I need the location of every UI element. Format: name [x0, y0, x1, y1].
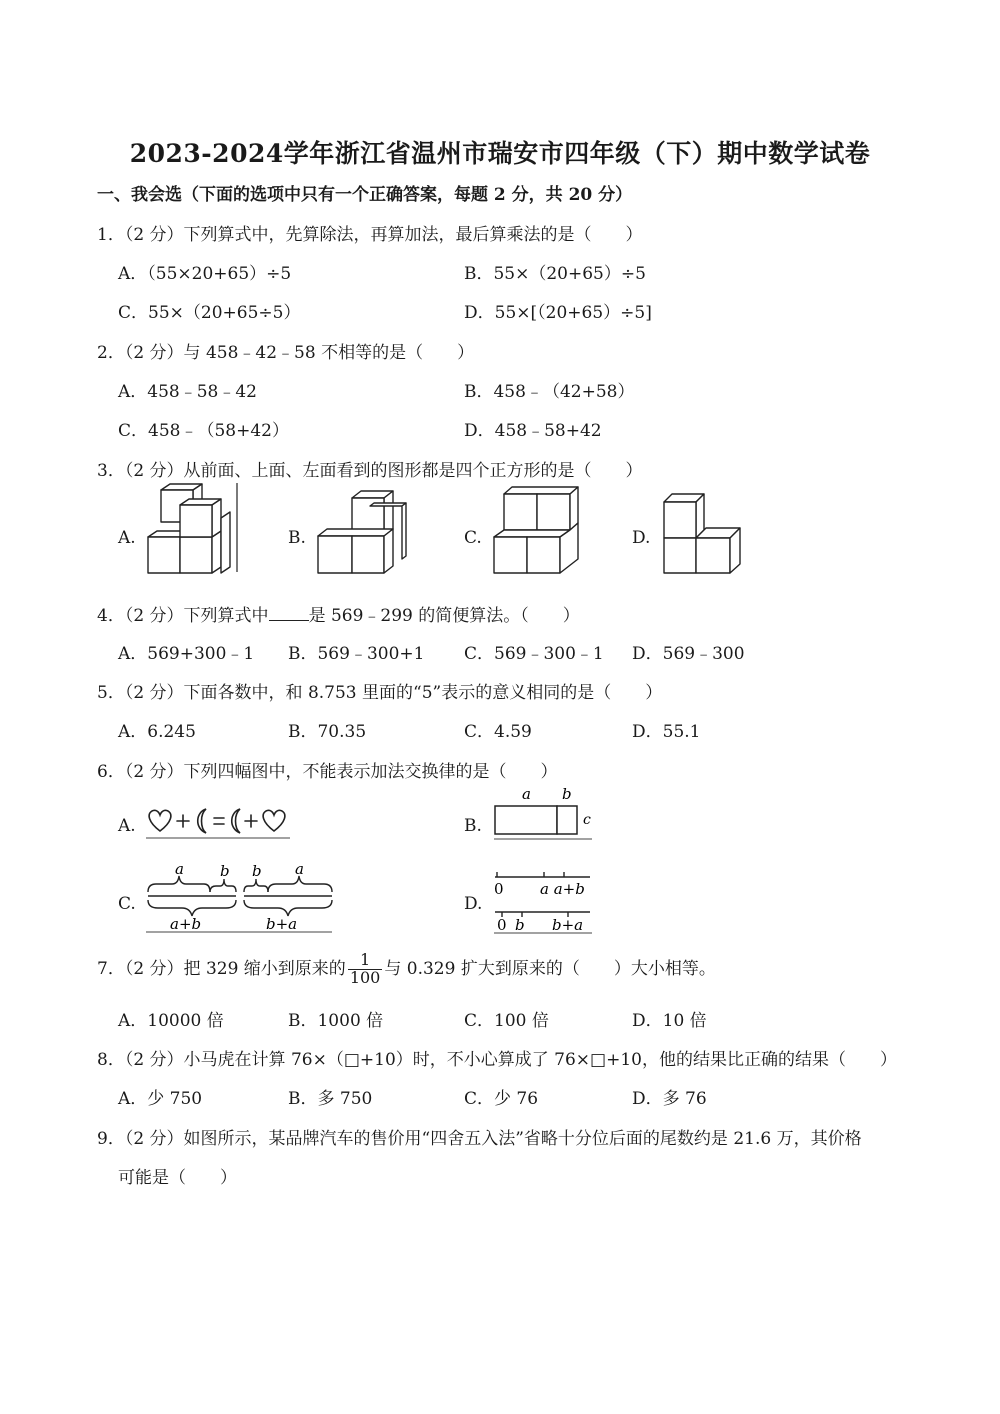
- label-b-plus-a: b+a: [266, 915, 298, 933]
- question-number: 8．: [97, 1050, 125, 1070]
- q5-option-a[interactable]: A．6.245: [118, 722, 196, 742]
- question-text: （2 分）从前面、上面、左面看到的图形都是四个正方形的是（ ）: [124, 461, 643, 481]
- heart-icon: [149, 810, 171, 831]
- q7-option-b[interactable]: B．1000 倍: [288, 1011, 384, 1031]
- q1-option-b[interactable]: B．55×（20+65）÷5: [464, 264, 646, 284]
- cube-figure-a: [146, 482, 242, 576]
- question-3: [97, 456, 643, 481]
- label-a: a: [175, 862, 184, 878]
- q2-option-a[interactable]: A．458﹣58﹣42: [118, 382, 257, 402]
- label-a: a: [522, 785, 531, 803]
- question-text: （2 分）下列算式中: [124, 606, 269, 626]
- label-b: b: [515, 916, 525, 934]
- cube-figure-c: [492, 484, 588, 576]
- question-text-cont: 是 569﹣299 的简便算法。（ ）: [308, 606, 580, 626]
- question-text: （2 分）小马虎在计算 76×（□+10）时，不小心算成了 76×□+10，他的结果比正确的结果（ ）: [124, 1050, 897, 1070]
- question-number: 7．: [97, 958, 125, 979]
- heart-icon: [263, 810, 285, 831]
- question-text: （2 分）下列四幅图中，不能表示加法交换律的是（ ）: [124, 762, 558, 782]
- question-text-cont: 与 0.329 扩大到原来的（ ）大小相等。: [384, 958, 716, 979]
- plus-icon: [245, 815, 257, 827]
- question-9-cont: 可能是（ ）: [118, 1168, 237, 1188]
- q1-option-d[interactable]: D．55×[（20+65）÷5]: [464, 303, 652, 323]
- q5-option-b[interactable]: B．70.35: [288, 722, 367, 742]
- q3-option-c[interactable]: C.: [464, 528, 482, 548]
- question-8: [97, 1045, 897, 1070]
- label-b-plus-a: b+a: [552, 916, 584, 934]
- label-c: c: [583, 812, 591, 828]
- question-text: （2 分）把 329 缩小到原来的: [124, 958, 346, 979]
- label-zero: 0: [494, 880, 504, 898]
- rectangle-figure: [492, 784, 600, 842]
- question-text: （2 分）与 458﹣42﹣58 不相等的是（ ）: [124, 343, 475, 363]
- question-number: 4．: [97, 606, 125, 626]
- q5-option-c[interactable]: C．4.59: [464, 722, 532, 742]
- q8-option-b[interactable]: B．多 750: [288, 1089, 373, 1109]
- question-number: 9．: [97, 1129, 125, 1149]
- answer-blank[interactable]: [269, 606, 309, 621]
- label-a: a: [295, 862, 304, 878]
- plus-icon: [177, 815, 189, 827]
- question-text: （2 分）下面各数中，和 8.753 里面的“5”表示的意义相同的是（ ）: [124, 683, 663, 703]
- q3-option-a[interactable]: A.: [118, 528, 136, 548]
- moon-icon: [198, 809, 206, 833]
- q2-option-c[interactable]: C．458﹣（58+42）: [118, 421, 289, 441]
- q3-option-b[interactable]: B.: [288, 528, 306, 548]
- question-6: [97, 757, 558, 782]
- q3-option-d[interactable]: D.: [632, 528, 651, 548]
- question-5: [97, 678, 662, 703]
- label-b: b: [220, 862, 230, 880]
- q7-option-c[interactable]: C．100 倍: [464, 1011, 549, 1031]
- q5-option-d[interactable]: D．55.1: [632, 722, 701, 742]
- question-number: 2．: [97, 343, 125, 363]
- q8-option-d[interactable]: D．多 76: [632, 1089, 707, 1109]
- q8-option-a[interactable]: A．少 750: [118, 1089, 203, 1109]
- cube-figure-b: [316, 484, 412, 576]
- label-b: b: [252, 862, 262, 880]
- q6-option-b[interactable]: B.: [464, 816, 482, 836]
- number-line-figure: [492, 866, 594, 934]
- question-1: [97, 220, 643, 245]
- q1-option-a[interactable]: A．（55×20+65）÷5: [118, 264, 292, 284]
- q2-option-d[interactable]: D．458﹣58+42: [464, 421, 602, 441]
- question-7: [97, 952, 716, 987]
- cube-figure-d: [660, 484, 756, 576]
- q8-option-c[interactable]: C．少 76: [464, 1089, 539, 1109]
- label-a-and-a-plus-b: a a+b: [540, 880, 585, 898]
- q6-option-a[interactable]: A.: [118, 816, 136, 836]
- q4-option-a[interactable]: A．569+300﹣1: [118, 644, 255, 664]
- q4-option-d[interactable]: D．569﹣300: [632, 644, 745, 664]
- fraction-denominator: 100: [349, 967, 381, 987]
- q4-option-b[interactable]: B．569﹣300+1: [288, 644, 425, 664]
- q7-option-a[interactable]: A．10000 倍: [118, 1011, 224, 1031]
- question-text: （2 分）如图所示，某品牌汽车的售价用“四舍五入法”省略十分位后面的尾数约是 21.6 万，其价格: [124, 1129, 862, 1149]
- equals-icon: [214, 818, 224, 824]
- question-number: 6．: [97, 762, 125, 782]
- question-4: [97, 601, 580, 626]
- exam-title: 2023-2024学年浙江省温州市瑞安市四年级（下）期中数学试卷: [129, 139, 871, 168]
- moon-icon: [232, 809, 240, 833]
- q6-option-d[interactable]: D.: [464, 894, 483, 914]
- question-text: （2 分）下列算式中，先算除法，再算加法，最后算乘法的是（ ）: [124, 225, 643, 245]
- label-zero: 0: [497, 916, 507, 934]
- question-number: 3．: [97, 461, 125, 481]
- brace-figure: [144, 862, 336, 934]
- question-2: [97, 338, 474, 363]
- question-9: [97, 1124, 862, 1149]
- section-heading: 一、我会选（下面的选项中只有一个正确答案，每题 2 分，共 20 分）: [97, 185, 633, 205]
- q6-option-c[interactable]: C.: [118, 894, 136, 914]
- fraction-numerator: 1: [348, 952, 383, 970]
- label-b: b: [562, 785, 572, 803]
- q2-option-b[interactable]: B．458﹣（42+58）: [464, 382, 635, 402]
- q1-option-c[interactable]: C．55×（20+65÷5）: [118, 303, 301, 323]
- label-a-plus-b: a+b: [170, 915, 202, 933]
- fraction: [348, 952, 383, 987]
- question-number: 5．: [97, 683, 125, 703]
- q4-option-c[interactable]: C．569﹣300﹣1: [464, 644, 604, 664]
- heart-moon-figure: [144, 804, 294, 840]
- q7-option-d[interactable]: D．10 倍: [632, 1011, 707, 1031]
- question-number: 1．: [97, 225, 125, 245]
